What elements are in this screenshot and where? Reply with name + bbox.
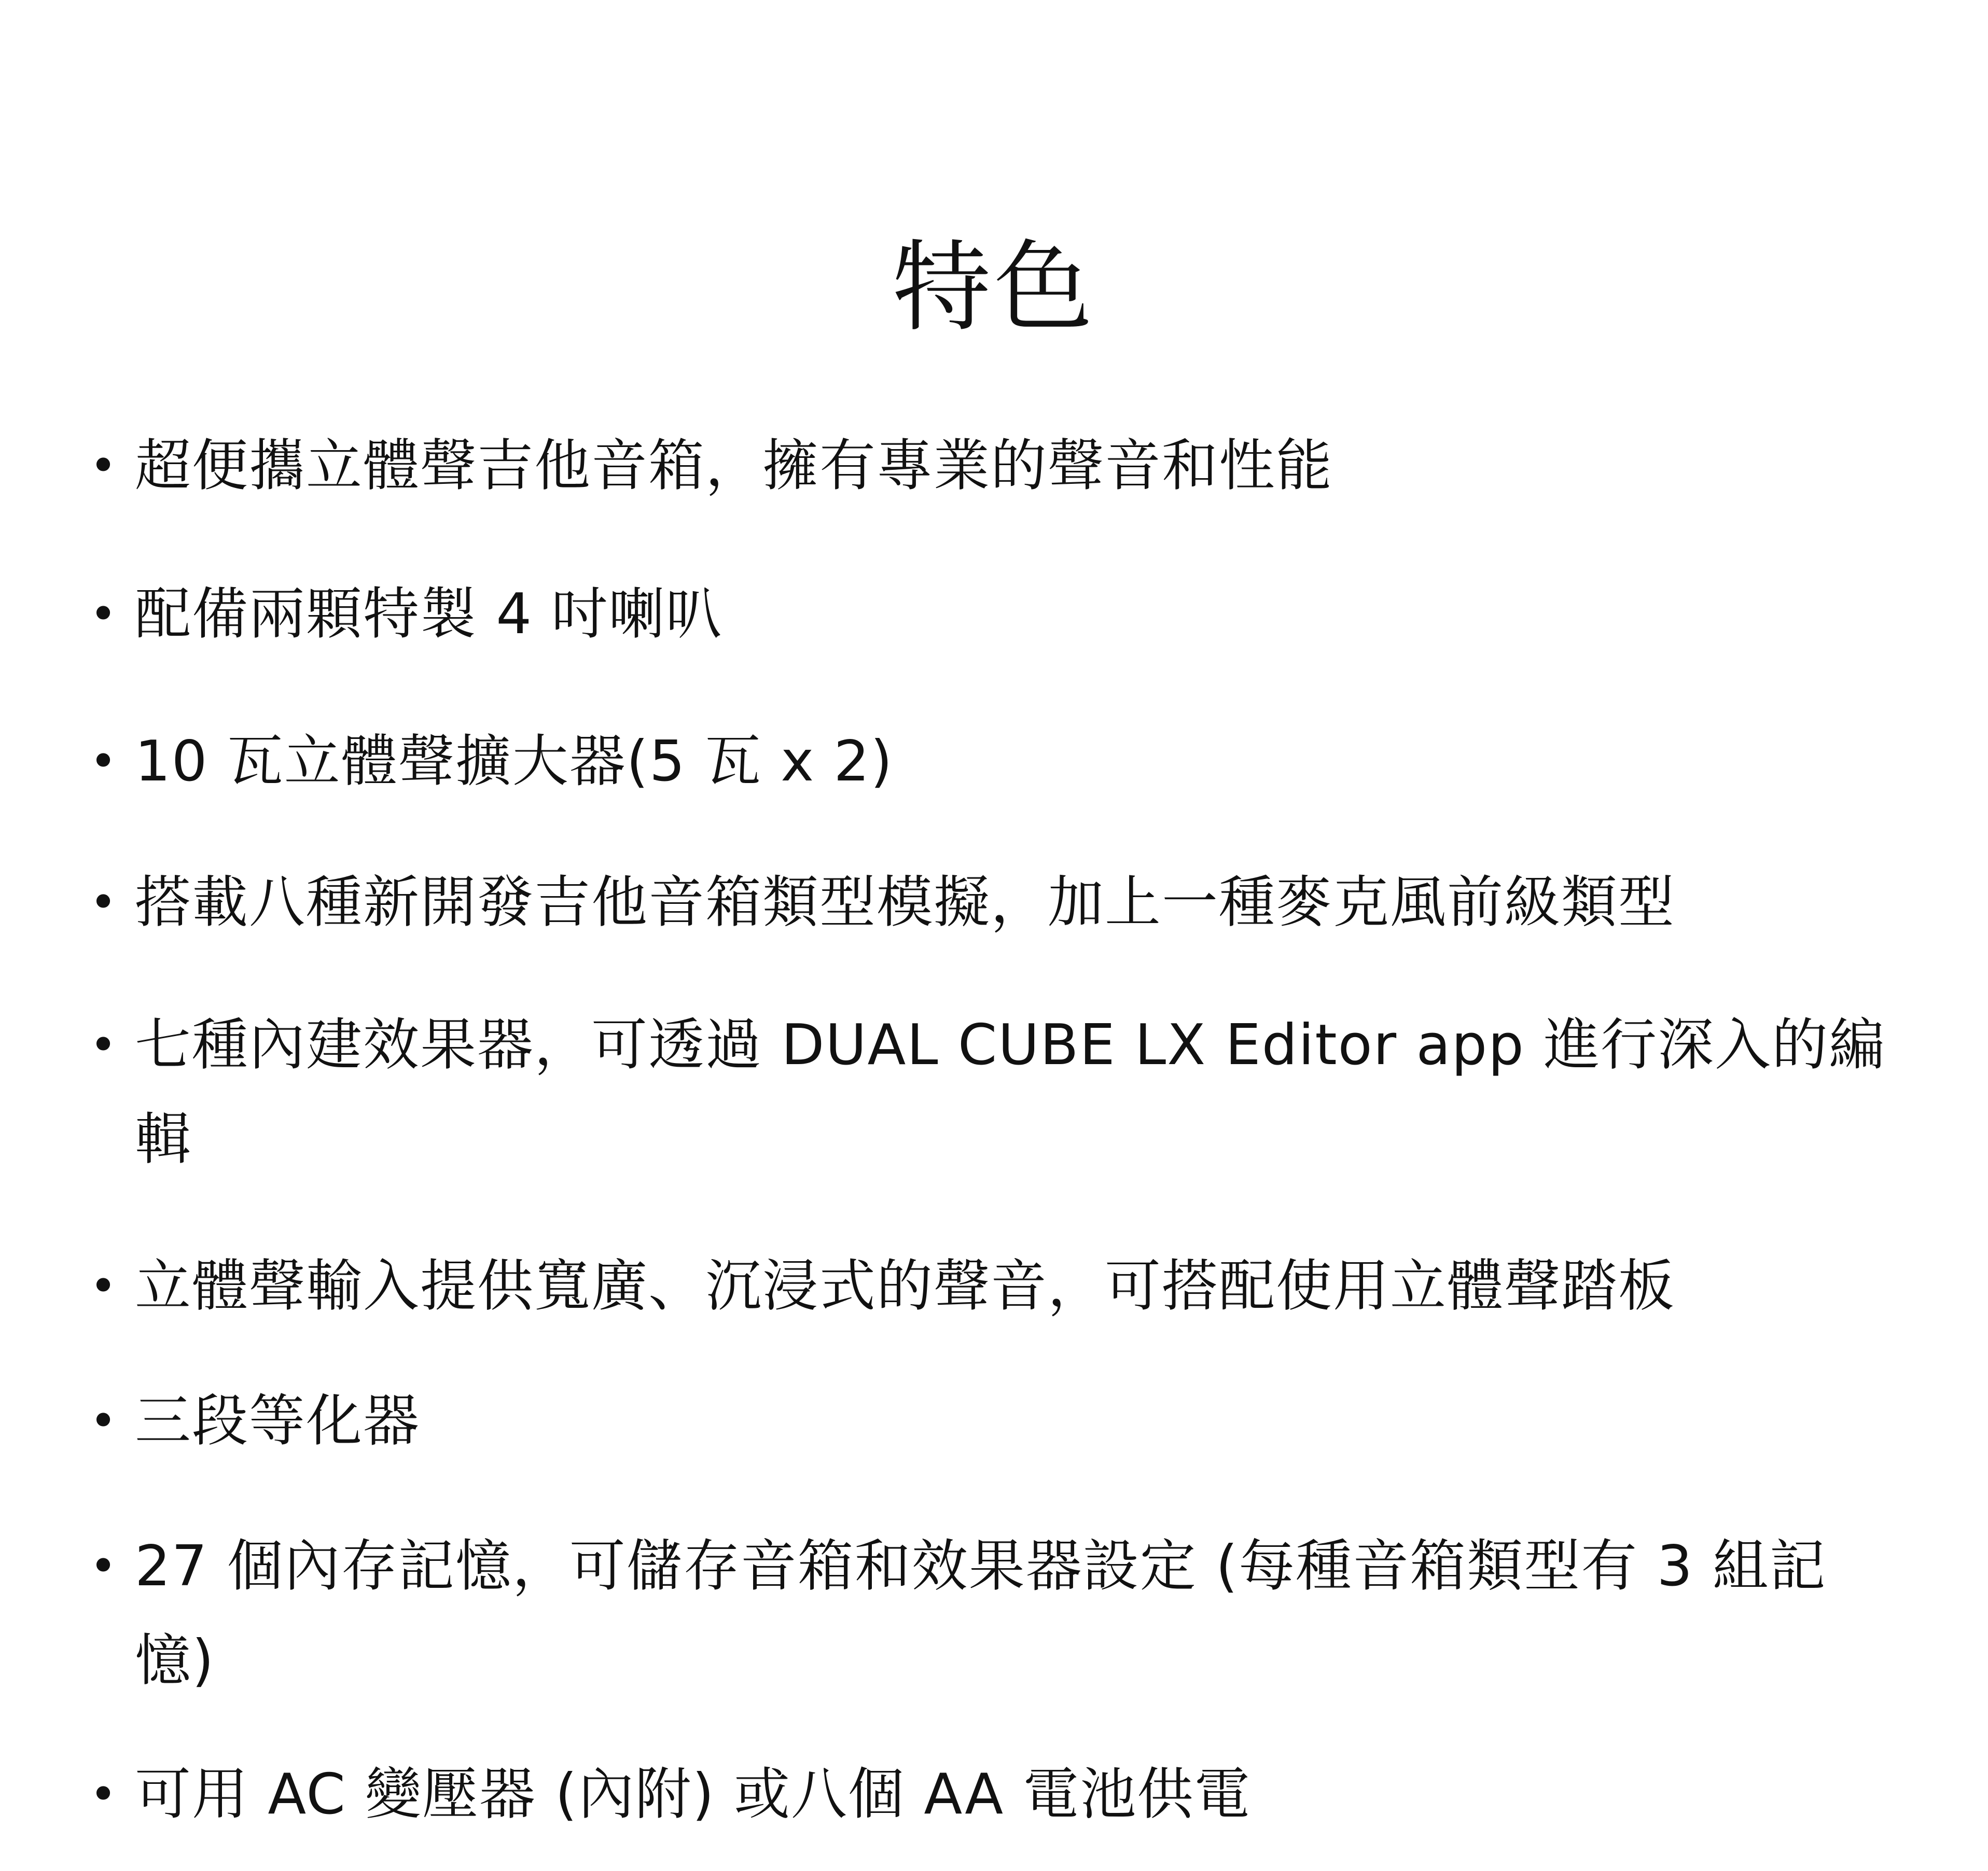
bullet-icon: • (89, 1394, 118, 1448)
bullet-icon: • (89, 439, 118, 493)
feature-text: 配備兩顆特製 4 吋喇叭 (135, 582, 723, 647)
feature-item (89, 856, 1898, 950)
feature-item (89, 419, 1898, 513)
feature-item (89, 998, 1898, 1187)
bullet-icon: • (89, 587, 118, 641)
feature-item (89, 715, 1898, 809)
feature-text: 七種內建效果器，可透過 DUAL CUBE LX Editor app 進行深入的編輯 (135, 1013, 1886, 1172)
feature-text: 三段等化器 (135, 1389, 421, 1454)
feature-text: 立體聲輸入提供寬廣、沉浸式的聲音，可搭配使用立體聲踏板 (135, 1254, 1676, 1319)
feature-item (89, 567, 1898, 662)
feature-text: 超便攜立體聲吉他音箱，擁有專業的聲音和性能 (135, 434, 1333, 498)
bullet-icon: • (89, 1539, 118, 1594)
bullet-icon: • (89, 734, 118, 789)
bullet-icon: • (89, 1767, 118, 1822)
feature-item (89, 1374, 1898, 1469)
feature-item (89, 1519, 1898, 1708)
feature-item (89, 1748, 1898, 1842)
bullet-icon: • (89, 1259, 118, 1314)
feature-text: 搭載八種新開發吉他音箱類型模擬，加上一種麥克風前級類型 (135, 870, 1676, 935)
feature-text: 10 瓦立體聲擴大器(5 瓦 x 2) (135, 729, 894, 794)
feature-text: 27 個內存記憶，可儲存音箱和效果器設定 (每種音箱類型有 3 組記憶) (135, 1534, 1827, 1693)
bullet-icon: • (89, 875, 118, 930)
bullet-icon: • (89, 1018, 118, 1072)
feature-text: 可用 AC 變壓器 (內附) 或八個 AA 電池供電 (135, 1762, 1252, 1827)
page-title: 特色 (892, 230, 1096, 345)
feature-item (89, 1239, 1898, 1334)
